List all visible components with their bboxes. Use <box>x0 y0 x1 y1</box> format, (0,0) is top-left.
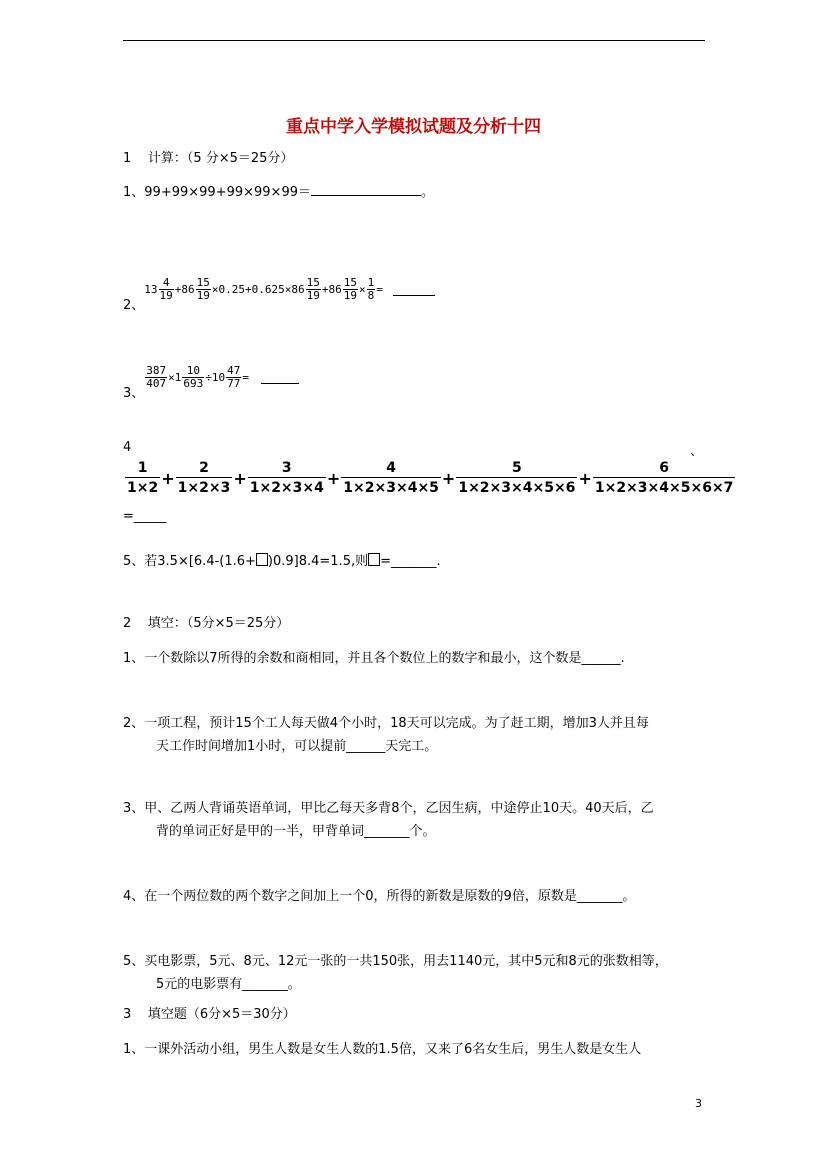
page-title: 重点中学入学模拟试题及分析十四 <box>286 117 541 137</box>
fraction: $\frac{1}{8}$ <box>367 276 375 302</box>
section-2-heading: 2 填空：（5分×5＝25分） <box>123 616 290 631</box>
plus-sign: + <box>441 468 456 488</box>
question-1-2: 2、 13 $\frac{4}{19}$ +86 $\frac{15}{19}$ ×0.25+0.625×86 $\frac{15}{19}$ +86 $\frac{15}{19}$ × $\frac{1}{8}$ = <box>123 266 435 313</box>
fraction: $\frac{4}{19}$ <box>159 276 173 302</box>
question-3-1: 1、一课外活动小组，男生人数是女生人数的1.5倍，又来了6名女生后，男生人数是女生人 <box>123 1042 642 1057</box>
question-2-3-line2: 背的单词正好是甲的一半，甲背单词_______个。 <box>156 824 436 839</box>
question-2-1: 1、一个数除以7所得的余数和商相同，并且各个数位上的数字和最小，这个数是______. <box>123 651 625 666</box>
question-1-4-number: 4 <box>123 440 132 455</box>
answer-blank <box>393 283 435 296</box>
question-1-4-dun: 、 <box>690 444 704 459</box>
question-2-3-line1: 3、甲、乙两人背诵英语单词，甲比乙每天多背8个，乙因生病，中途停止10天。40天后，乙 <box>123 801 654 816</box>
section-3-heading: 3 填空题（6分×5＝30分） <box>123 1007 296 1022</box>
question-2-4: 4、在一个两位数的两个数字之间加上一个0，所得的新数是原数的9倍，原数是_______。 <box>123 889 636 904</box>
section-1-heading: 1 计算：（5 分×5＝25分） <box>123 151 294 166</box>
fraction: $\frac{15}{19}$ <box>343 276 357 302</box>
question-1-5: 5、若3.5×[6.4-(1.6+ )0.9]8.4=1.5,则 =_______. <box>123 554 441 569</box>
fraction-4: $\frac{4}{1\times 2\times 3\times 4\times 5}$ <box>343 460 439 496</box>
plus-sign: + <box>578 468 592 488</box>
plus-sign: + <box>161 468 175 488</box>
question-2-2-line2: 天工作时间增加1小时，可以提前______天完工。 <box>156 739 438 754</box>
plus-sign: + <box>326 468 341 488</box>
answer-blank <box>311 183 421 196</box>
blank-box <box>368 553 380 566</box>
question-1-4-expression <box>125 459 735 497</box>
question-2-5-line2: 5元的电影票有_______。 <box>156 977 301 992</box>
fraction-5: $\frac{5}{1\times 2\times 3\times 4\times 5\times 6}$ <box>458 460 576 496</box>
question-2-2-line1: 2、一项工程，预计15个工人每天做4个小时，18天可以完成。为了赶工期，增加3人并且每 <box>123 716 649 731</box>
fraction: $\frac{387}{407}$ <box>146 364 167 390</box>
page-number: 3 <box>695 1097 702 1110</box>
header-rule <box>123 40 705 41</box>
fraction-3: $\frac{3}{1\times 2\times 3\times 4}$ <box>249 460 324 496</box>
blank-box <box>256 553 268 566</box>
question-2-5-line1: 5、买电影票，5元、8元、12元一张的一共150张，用去1140元，其中5元和8元的张数相等， <box>123 954 668 969</box>
question-1-1: 1、99+99×99+99×99×99＝ 。 <box>123 185 435 200</box>
fraction: $\frac{10}{693}$ <box>183 364 204 390</box>
fraction-6: $\frac{6}{1\times 2\times 3\times 4\times 5\times 6\times 7}$ <box>594 460 734 496</box>
question-1-3: 3、 $\frac{387}{407}$ ×1 $\frac{10}{693}$ ÷10 $\frac{47}{77}$ = <box>123 354 299 401</box>
fraction: $\frac{15}{19}$ <box>196 276 210 302</box>
plus-sign: + <box>233 468 247 488</box>
fraction-1: 1 1×2 <box>127 460 159 496</box>
fraction: $\frac{15}{19}$ <box>306 276 320 302</box>
answer-blank <box>261 371 299 384</box>
question-1-4-answer: =_____ <box>123 509 167 524</box>
fraction: $\frac{47}{77}$ <box>227 364 241 390</box>
fraction-2: $\frac{2}{1\times 2\times 3}$ <box>177 460 231 496</box>
